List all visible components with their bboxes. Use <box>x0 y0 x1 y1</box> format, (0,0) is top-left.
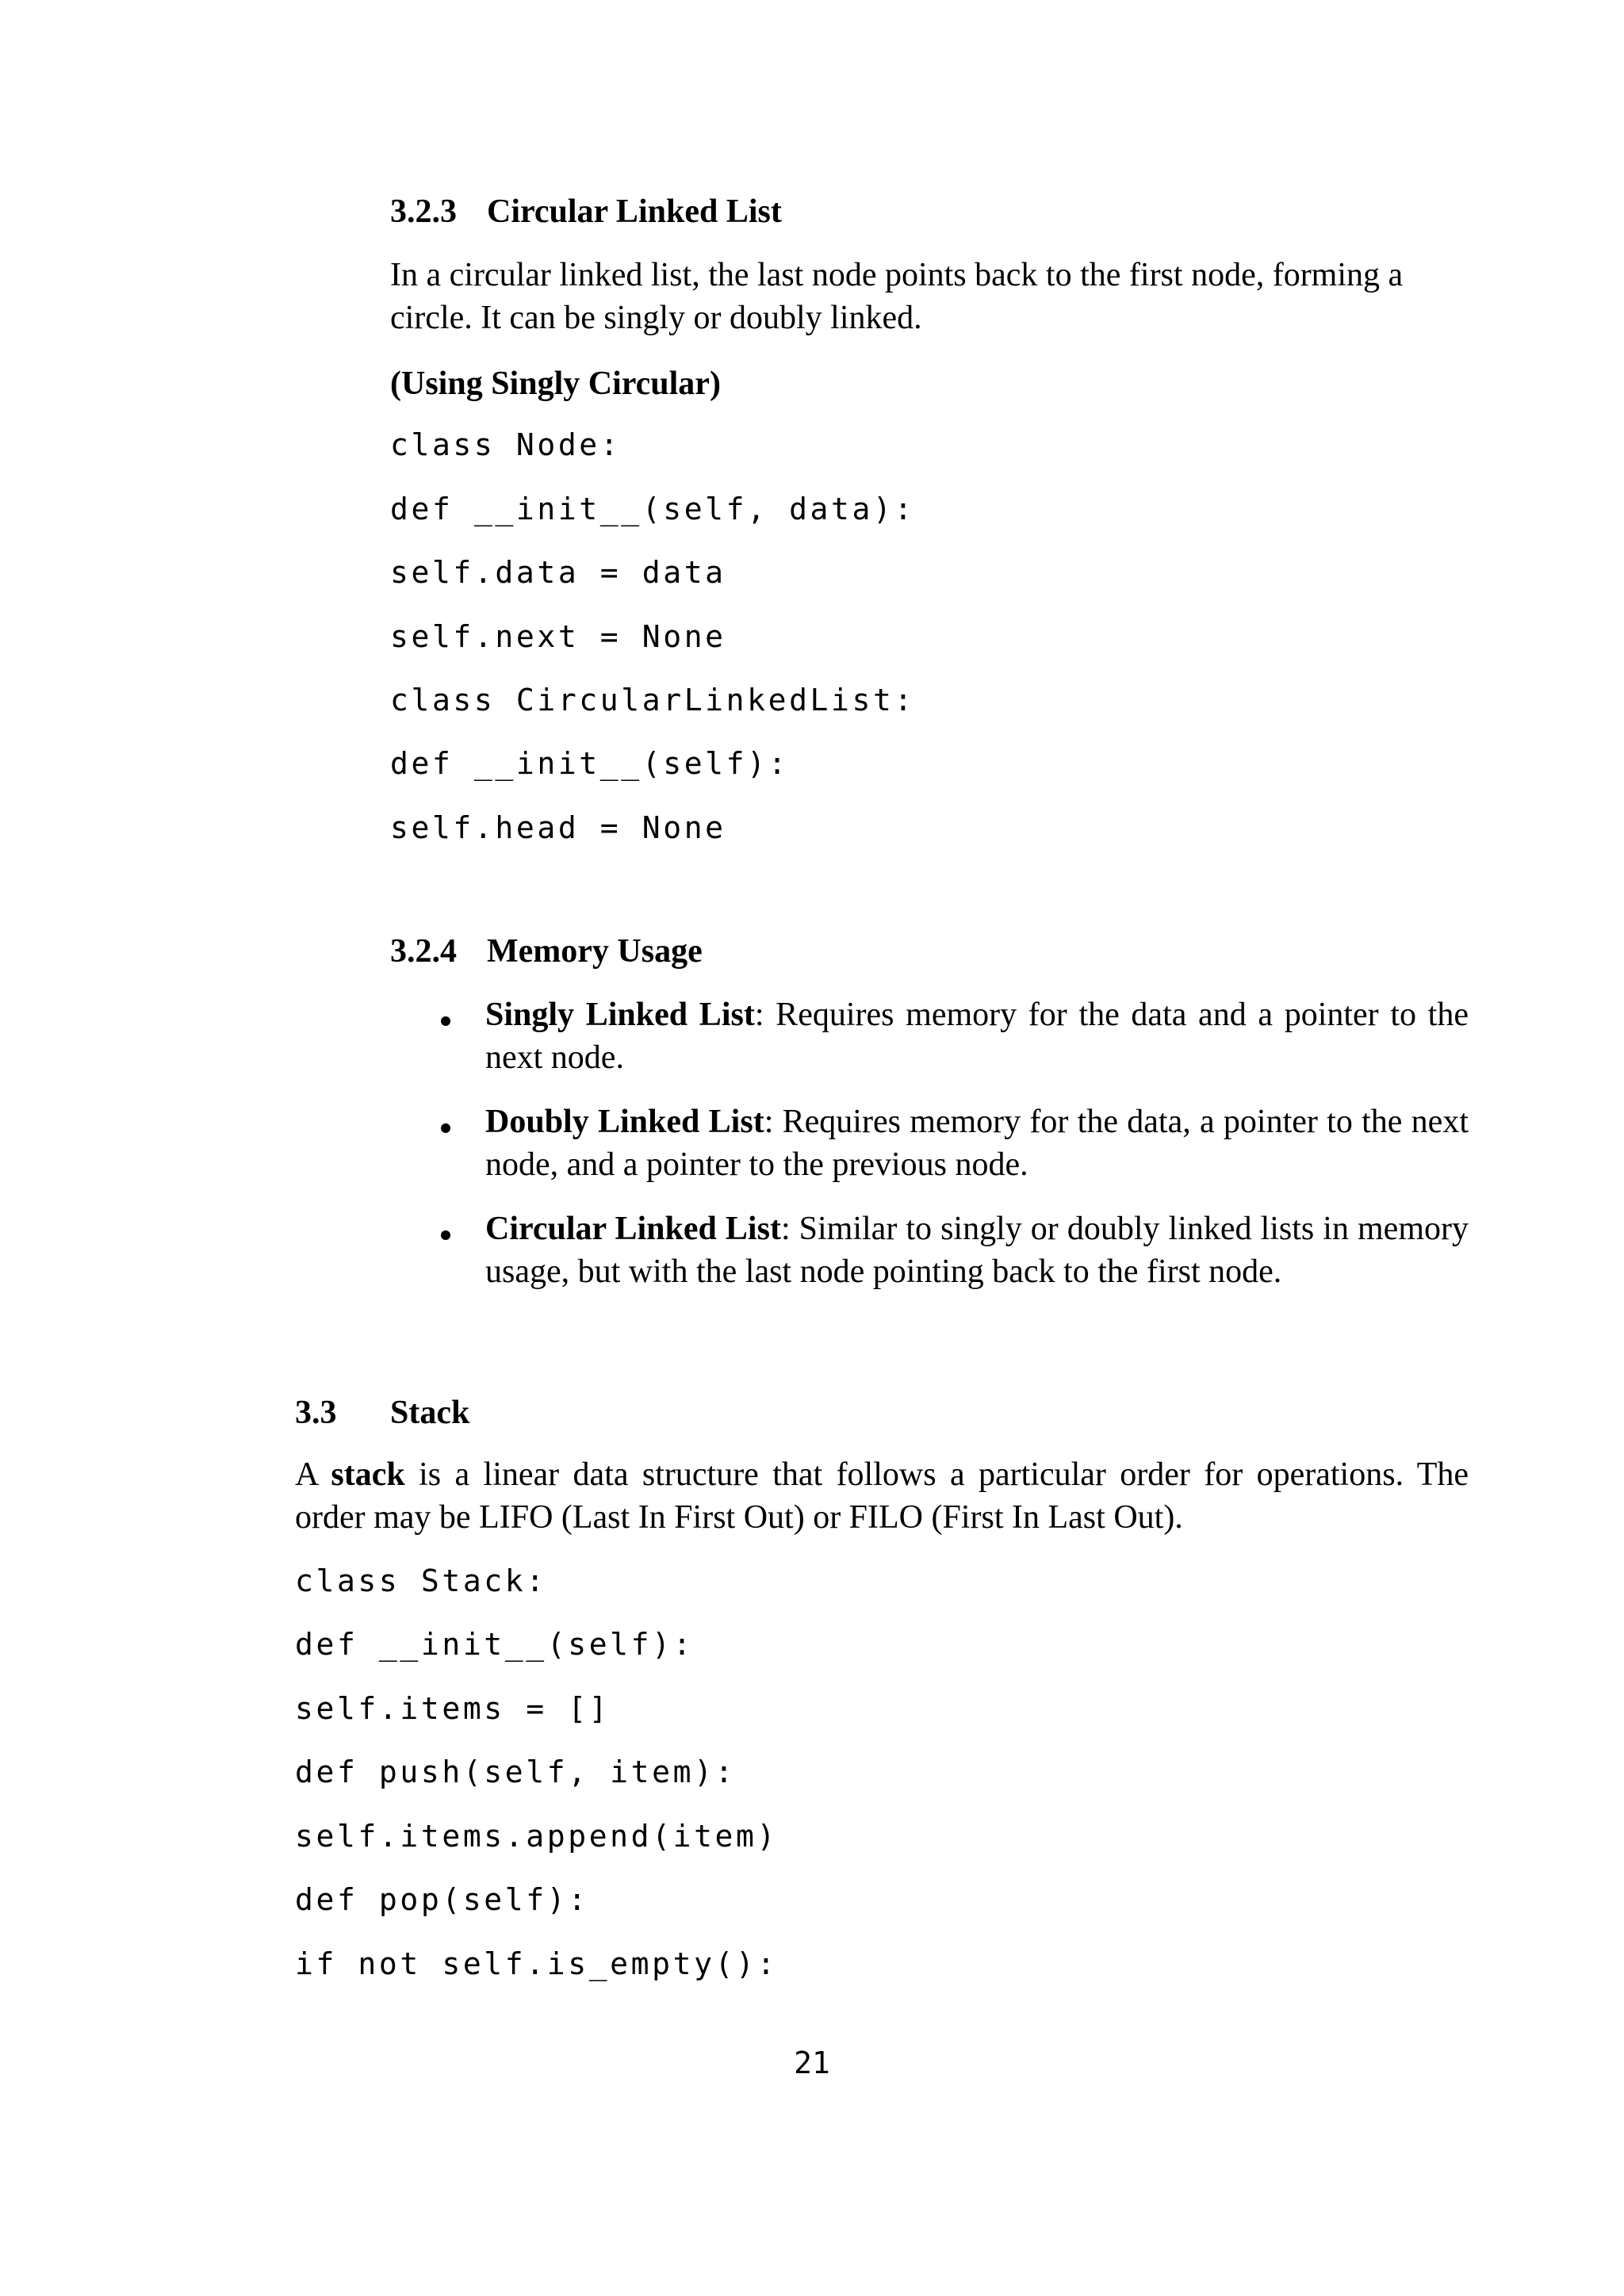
list-item-term: Doubly Linked List <box>485 1104 764 1140</box>
code-line: self.items.append(item) <box>295 1819 778 1854</box>
code-line: def pop(self): <box>295 1882 589 1917</box>
bullet-icon <box>441 1230 450 1240</box>
list-item <box>485 1100 1469 1186</box>
list-item-term: Circular Linked List <box>485 1211 781 1247</box>
paragraph-circular-linked-list: In a circular linked list, the last node points back to the first node, forming a circle. It can be singly or doubly linked. <box>390 257 1404 336</box>
page-number: 21 <box>794 2045 830 2080</box>
subheading-singly-circular: (Using Singly Circular) <box>390 365 721 402</box>
code-line: def __init__(self): <box>295 1627 695 1662</box>
list-item-text: : Similar to singly or doubly linked lists in memory usage, but with the last node pointing back to the first node. <box>485 1211 1469 1290</box>
section-heading-3-2-3 <box>390 190 782 233</box>
code-line: self.next = None <box>390 619 726 654</box>
list-item <box>485 993 1469 1079</box>
code-line: self.items = [] <box>295 1691 611 1726</box>
code-line: self.data = data <box>390 555 726 590</box>
section-number: 3.2.4 <box>390 933 457 970</box>
section-heading-3-3 <box>295 1391 469 1434</box>
code-line: def __init__(self, data): <box>390 492 915 526</box>
intro-text: is a linear data structure that follows a particular order for operations. The order may be LIFO (Last In First Out) or FILO (First In Last Out). <box>295 1456 1469 1536</box>
section-number: 3.3 <box>295 1395 337 1431</box>
code-line: def push(self, item): <box>295 1755 737 1789</box>
section-title: Memory Usage <box>487 933 703 970</box>
intro-text: A <box>295 1456 331 1493</box>
code-line: class Node: <box>390 427 622 462</box>
code-line: def __init__(self): <box>390 746 790 781</box>
intro-bold-term: stack <box>331 1456 405 1493</box>
section-heading-3-2-4 <box>390 930 703 973</box>
list-item-text: : Requires memory for the data and a pointer to the next node. <box>485 997 1469 1076</box>
section-title: Stack <box>390 1395 470 1431</box>
code-line: class CircularLinkedList: <box>390 683 915 718</box>
section-number: 3.2.3 <box>390 193 457 230</box>
section-title: Circular Linked List <box>487 193 782 230</box>
code-line: self.head = None <box>390 810 726 845</box>
bullet-icon <box>441 1016 450 1026</box>
list-item <box>485 1207 1469 1293</box>
list-item-text: : Requires memory for the data, a pointer to the next node, and a pointer to the previous node. <box>485 1104 1469 1183</box>
paragraph-stack-intro <box>295 1453 1469 1539</box>
list-item-term: Singly Linked List <box>485 997 755 1033</box>
code-line: class Stack: <box>295 1563 547 1598</box>
code-line: if not self.is_empty(): <box>295 1946 778 1981</box>
bullet-icon <box>441 1123 450 1133</box>
